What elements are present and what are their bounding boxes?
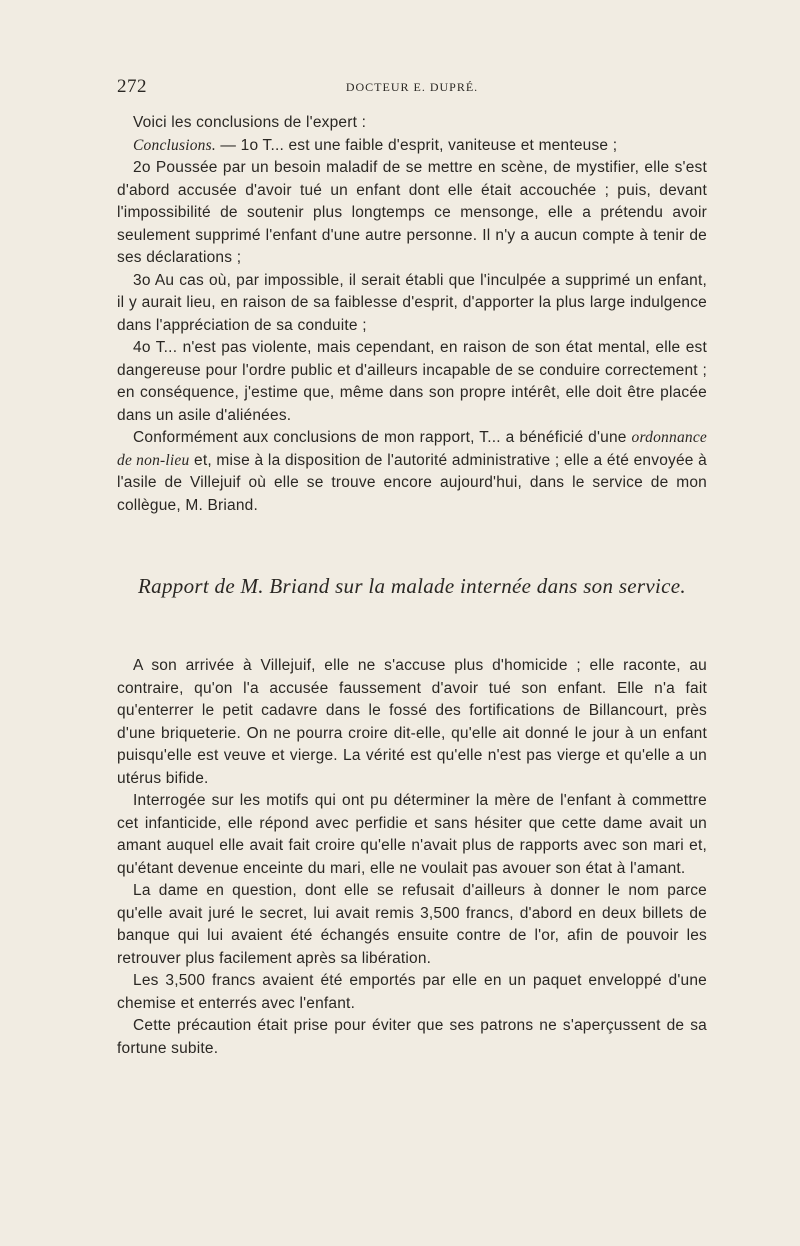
report-paragraph-4: Les 3,500 francs avaient été emportés par elle en un paquet enveloppé d'une chemise et enterrés avec l'enfant. [117, 972, 707, 1012]
conclusion-1 [117, 135, 707, 158]
conclusion-1-text: — 1o T... est une faible d'esprit, vaniteuse et menteuse ; [215, 136, 618, 154]
report-paragraph-3: La dame en question, dont elle se refusait d'ailleurs à donner le nom parce qu'elle avait juré le secret, lui avait remis 3,500 francs, d'abord en deux billets de banque qui lui avaient été échangés ensuite contre de l'or, afin de pouvoir les retrouver plus facilement après sa libération. [117, 882, 707, 967]
report-paragraph-1: A son arrivée à Villejuif, elle ne s'accuse plus d'homicide ; elle raconte, au contraire, qu'on l'a accusée faussement d'avoir tué son enfant. Elle n'a fait qu'enterrer le petit cadavre dans le fossé des fortifications de Billancourt, près d'une briqueterie. On ne pourra croire dit-elle, qu'elle ait donné le jour à un enfant puisqu'elle est veuve et vierge. La vérité est qu'elle n'est pas vierge et qu'elle a un utérus bifide. [117, 657, 707, 787]
intro-paragraph: Voici les conclusions de l'expert : [133, 114, 367, 131]
section-heading: Rapport de M. Briand sur la malade internée dans son service. [138, 574, 686, 598]
running-title: DOCTEUR E. DUPRÉ. [345, 80, 479, 94]
page-number: 272 [117, 76, 147, 97]
ordonnance-term: ordonnance de non-lieu [117, 429, 707, 469]
section-expert-conclusions [117, 112, 707, 517]
conclusion-4: 4o T... n'est pas violente, mais cependant, en raison de son état mental, elle est dangereuse pour l'ordre public et d'ailleurs incapable de se conduire correctement ; en conséquence, j'estime que, même dans son propre intérêt, elle doit être placée dans un asile d'aliénées. [117, 339, 707, 424]
conclusion-3: 3o Au cas où, par impossible, il serait établi que l'inculpée a supprimé un enfant, il y aurait lieu, en raison de sa faiblesse d'esprit, d'apporter la plus large indulgence dans l'appréciation de sa conduite ; [117, 271, 707, 334]
outcome-paragraph [117, 427, 707, 517]
conclusion-2: 2o Poussée par un besoin maladif de se mettre en scène, de mystifier, elle s'est d'abord accusée d'avoir tué un enfant dont elle était accouchée ; puis, devant l'impossibilité de soutenir plus longtemps ce mensonge, elle a prétendu avoir seulement supprimé l'enfant d'une autre personne. Il n'y a aucun compte à tenir de ses déclarations ; [117, 159, 707, 266]
page-header [117, 76, 707, 100]
outcome-text-b: et, mise à la disposition de l'autorité administrative ; elle a été envoyée à l'asile de Villejuif où elle se trouve encore aujourd'hui, dans le service de mon collègue, M. Briand. [117, 451, 708, 514]
report-paragraph-2: Interrogée sur les motifs qui ont pu déterminer la mère de l'enfant à commettre cet infanticide, elle répond avec perfidie et sans hésiter que cette dame avait un amant auquel elle avait fait croire qu'elle n'avait plus de rapports avec son mari et, qu'étant devenue enceinte du mari, elle ne voulait pas avouer son état à l'amant. [117, 792, 707, 877]
outcome-text-a: Conformément aux conclusions de mon rapport, T... a bénéficié d'une [133, 429, 632, 446]
report-paragraph-5: Cette précaution était prise pour éviter que ses patrons ne s'aperçussent de sa fortune subite. [117, 1017, 707, 1057]
section-briand-report [117, 655, 707, 1060]
conclusions-label: Conclusions. [133, 136, 216, 154]
